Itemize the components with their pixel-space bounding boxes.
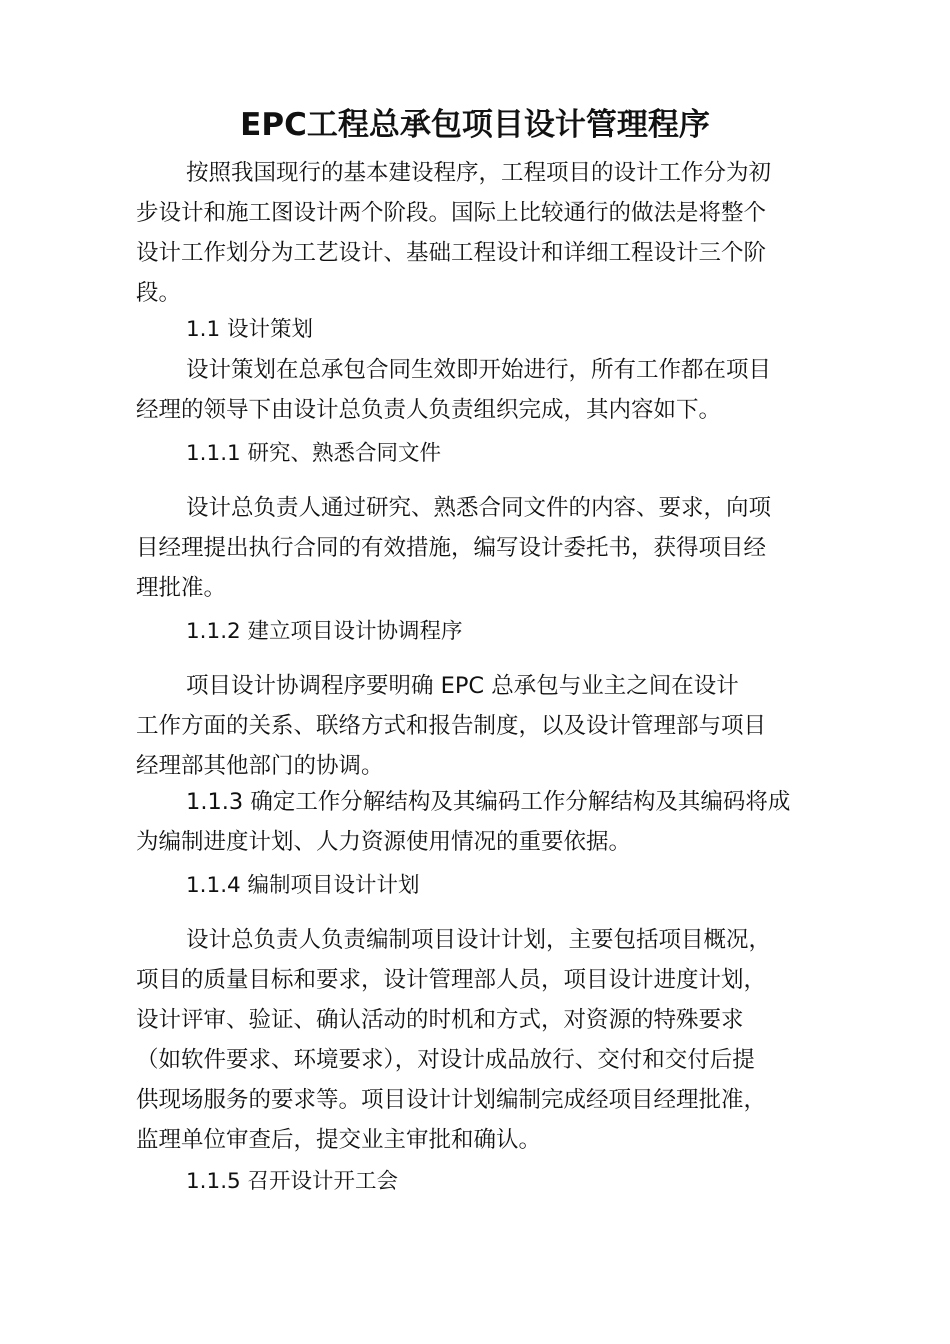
paragraph-line: 工作方面的关系、联络方式和报告制度，以及设计管理部与项目: [136, 713, 767, 739]
document-title: EPC工程总承包项目设计管理程序: [240, 107, 710, 143]
paragraph-1-1: [136, 350, 826, 430]
intro-line: 按照我国现行的基本建设程序，工程项目的设计工作分为初: [186, 160, 772, 186]
intro-line: 步设计和施工图设计两个阶段。国际上比较通行的做法是将整个: [136, 200, 767, 226]
paragraph-line: 设计策划在总承包合同生效即开始进行，所有工作都在项目: [186, 357, 772, 383]
intro-line: 段。: [136, 280, 182, 306]
paragraph-1-1-1: [136, 488, 826, 608]
heading-1-1-5: 1.1.5 召开设计开工会: [186, 1169, 399, 1194]
paragraph-line: 设计总负责人通过研究、熟悉合同文件的内容、要求，向项: [186, 495, 772, 521]
paragraph-line: 设计总负责人负责编制项目设计计划，主要包括项目概况，: [186, 927, 772, 953]
paragraph-line: 目经理提出执行合同的有效措施，编写设计委托书，获得项目经: [136, 535, 767, 561]
heading-1-1-1: 1.1.1 研究、熟悉合同文件: [186, 441, 442, 466]
paragraph-1-1-4: [136, 920, 826, 1160]
intro-paragraph: [136, 153, 826, 313]
paragraph-line: （如软件要求、环境要求），对设计成品放行、交付和交付后提: [136, 1047, 755, 1073]
paragraph-line: 为编制进度计划、人力资源使用情况的重要依据。: [136, 829, 632, 855]
heading-1-1: 1.1 设计策划: [186, 317, 314, 342]
paragraph-line: 供现场服务的要求等。项目设计计划编制完成经项目经理批准，: [136, 1087, 767, 1113]
paragraph-line: 设计评审、验证、确认活动的时机和方式，对资源的特殊要求: [136, 1007, 744, 1033]
heading-1-1-4: 1.1.4 编制项目设计计划: [186, 873, 420, 898]
paragraph-line: 项目的质量目标和要求，设计管理部人员，项目设计进度计划，: [136, 967, 767, 993]
paragraph-1-1-2: [136, 666, 826, 786]
paragraph-line: 项目设计协调程序要明确 EPC 总承包与业主之间在设计: [186, 673, 739, 699]
paragraph-line: 经理的领导下由设计总负责人负责组织完成，其内容如下。: [136, 397, 722, 423]
paragraph-1-1-3: [136, 782, 826, 862]
heading-1-1-2: 1.1.2 建立项目设计协调程序: [186, 619, 463, 644]
paragraph-line: 监理单位审查后，提交业主审批和确认。: [136, 1127, 542, 1153]
paragraph-line: 理批准。: [136, 575, 227, 601]
paragraph-line: 经理部其他部门的协调。: [136, 753, 384, 779]
paragraph-line: 1.1.3 确定工作分解结构及其编码工作分解结构及其编码将成: [186, 789, 791, 815]
intro-line: 设计工作划分为工艺设计、基础工程设计和详细工程设计三个阶: [136, 240, 767, 266]
